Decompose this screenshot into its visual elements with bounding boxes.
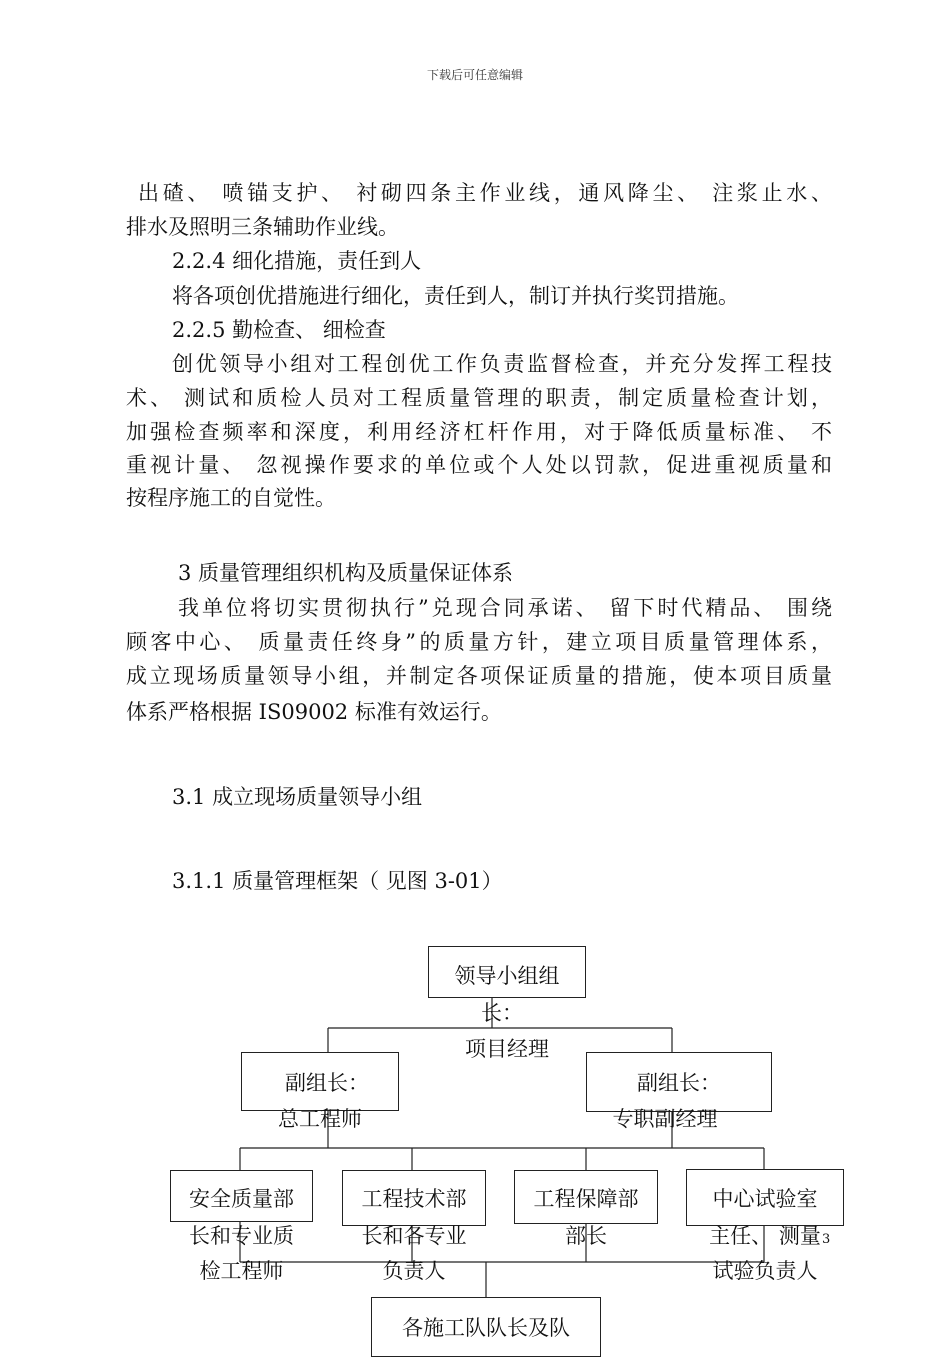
org-dept3-line1: 工程保障部 xyxy=(533,1187,639,1211)
paragraph-line: 按程序施工的自觉性。 xyxy=(126,486,336,510)
page-header-note: 下载后可任意编辑 xyxy=(426,68,523,82)
paragraph-line: 加强检查频率和深度，利用经济杠杆作用，对于降低质量标准、 不 xyxy=(126,420,832,444)
paragraph-line: 我单位将切实贯彻执行”兑现合同承诺、 留下时代精品、 围绕 xyxy=(178,596,832,620)
org-dept3-line2: 部长 xyxy=(565,1224,607,1248)
org-leader-line1: 领导小组组 xyxy=(454,964,560,988)
org-dept4-line1: 中心试验室 xyxy=(712,1187,818,1211)
section-heading-3-1-1: 3.1.1 质量管理框架（ 见图 3-01） xyxy=(172,869,503,893)
org-dept4-line2: 主任、 测量 xyxy=(709,1224,821,1248)
section-heading-3-1: 3.1 成立现场质量领导小组 xyxy=(172,785,423,809)
page-number: 3 xyxy=(822,1232,831,1247)
org-dept1-line1: 安全质量部 xyxy=(189,1187,294,1211)
paragraph-line: 创优领导小组对工程创优工作负责监督检查，并充分发挥工程技 xyxy=(172,352,832,376)
paragraph-line: 成立现场质量领导小组，并制定各项保证质量的措施，使本项目质量 xyxy=(126,664,832,688)
paragraph-line: 将各项创优措施进行细化，责任到人，制订并执行奖罚措施。 xyxy=(172,284,739,308)
org-leader-line3: 项目经理 xyxy=(465,1037,549,1061)
paragraph-line: 体系严格根据 IS09002 标准有效运行。 xyxy=(126,700,502,724)
section-heading-2-2-4: 2.2.4 细化措施，责任到人 xyxy=(172,249,422,273)
paragraph-line: 顾客中心、 质量责任终身”的质量方针，建立项目质量管理体系， xyxy=(126,630,832,654)
section-heading-3: 3 质量管理组织机构及质量保证体系 xyxy=(178,561,514,585)
org-deputy-left-line2: 总工程师 xyxy=(278,1107,362,1131)
org-deputy-right-line1: 副组长： xyxy=(637,1071,721,1095)
org-leader-line2: 长： xyxy=(481,1001,523,1025)
org-dept1-line3: 检工程师 xyxy=(199,1259,284,1283)
org-deputy-right-line2: 专职副经理 xyxy=(612,1107,718,1131)
paragraph-line: 排水及照明三条辅助作业线。 xyxy=(126,215,399,239)
paragraph-line: 出碴、 喷锚支护、 衬砌四条主作业线，通风降尘、 注浆止水、 xyxy=(138,181,832,205)
paragraph-line: 重视计量、 忽视操作要求的单位或个人处以罚款，促进重视质量和 xyxy=(126,453,832,477)
org-teams-line1: 各施工队队长及队 xyxy=(402,1316,570,1340)
org-dept2-line1: 工程技术部 xyxy=(361,1187,467,1211)
org-dept4-line3: 试验负责人 xyxy=(712,1259,818,1283)
org-dept2-line2: 长和各专业 xyxy=(361,1224,467,1248)
org-dept2-line3: 负责人 xyxy=(382,1259,446,1283)
section-heading-2-2-5: 2.2.5 勤检查、 细检查 xyxy=(172,318,386,342)
org-dept1-line2: 长和专业质 xyxy=(189,1224,294,1248)
paragraph-line: 术、 测试和质检人员对工程质量管理的职责，制定质量检查计划， xyxy=(126,386,832,410)
org-deputy-left-line1: 副组长： xyxy=(285,1071,369,1095)
